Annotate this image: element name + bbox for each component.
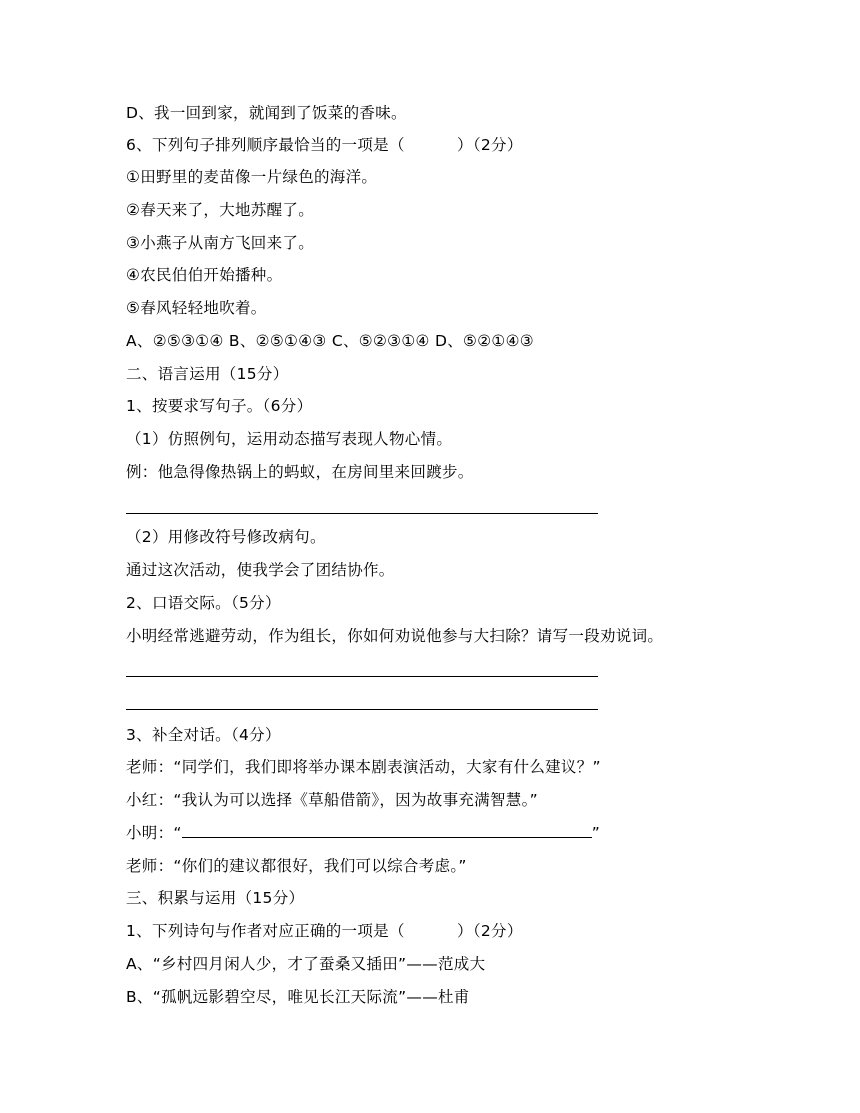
answer-line-3[interactable] xyxy=(126,709,598,710)
question-2-1-part-2: （2）用修改符号修改病句。 xyxy=(126,528,326,546)
dialogue-teacher-2: 老师：“你们的建议都很好，我们可以综合考虑。” xyxy=(126,857,467,875)
option-d-line: D、我一回到家，就闻到了饭菜的香味。 xyxy=(126,104,407,122)
faulty-sentence: 通过这次活动，使我学会了团结协作。 xyxy=(126,561,395,579)
question-2-3: 3、补全对话。（4分） xyxy=(126,726,281,744)
xiaoming-answer-blank[interactable] xyxy=(182,823,592,838)
dialogue-teacher-1: 老师：“同学们，我们即将举办课本剧表演活动，大家有什么建议？” xyxy=(126,758,601,776)
sentence-2: ②春天来了，大地苏醒了。 xyxy=(126,201,314,219)
question-6: 6、下列句子排列顺序最恰当的一项是（ ）（2分） xyxy=(126,136,523,154)
sentence-4: ④农民伯伯开始播种。 xyxy=(126,266,283,284)
section-2-heading: 二、语言运用（15分） xyxy=(126,365,289,383)
sentence-3: ③小燕子从南方飞回来了。 xyxy=(126,234,314,252)
question-6-options: A、②⑤③①④ B、②⑤①④③ C、⑤②③①④ D、⑤②①④③ xyxy=(126,332,534,350)
dialogue-xiaoming xyxy=(126,823,600,843)
option-a: A、“乡村四月闲人少，才了蚕桑又插田”——范成大 xyxy=(126,955,486,973)
dialogue-xiaohong: 小红：“我认为可以选择《草船借箭》，因为故事充满智慧。” xyxy=(126,791,538,809)
question-2-1-part-1: （1）仿照例句，运用动态描写表现人物心情。 xyxy=(126,430,453,448)
sentence-5: ⑤春风轻轻地吹着。 xyxy=(126,299,267,317)
question-2-2-prompt: 小明经常逃避劳动，作为组长，你如何劝说他参与大扫除？请写一段劝说词。 xyxy=(126,627,664,645)
question-3-1: 1、下列诗句与作者对应正确的一项是（ ）（2分） xyxy=(126,922,523,940)
answer-line-2[interactable] xyxy=(126,676,598,677)
sentence-1: ①田野里的麦苗像一片绿色的海洋。 xyxy=(126,168,378,186)
section-3-heading: 三、积累与运用（15分） xyxy=(126,889,305,907)
xiaoming-suffix: ” xyxy=(591,824,601,842)
question-2-1: 1、按要求写句子。（6分） xyxy=(126,397,313,415)
option-b: B、“孤帆远影碧空尽，唯见长江天际流”——杜甫 xyxy=(126,988,470,1006)
question-2-2: 2、口语交际。（5分） xyxy=(126,594,281,612)
answer-line-1[interactable] xyxy=(126,513,598,514)
xiaoming-prefix: 小明：“ xyxy=(126,824,182,842)
example-sentence: 例：他急得像热锅上的蚂蚁，在房间里来回踱步。 xyxy=(126,463,474,481)
